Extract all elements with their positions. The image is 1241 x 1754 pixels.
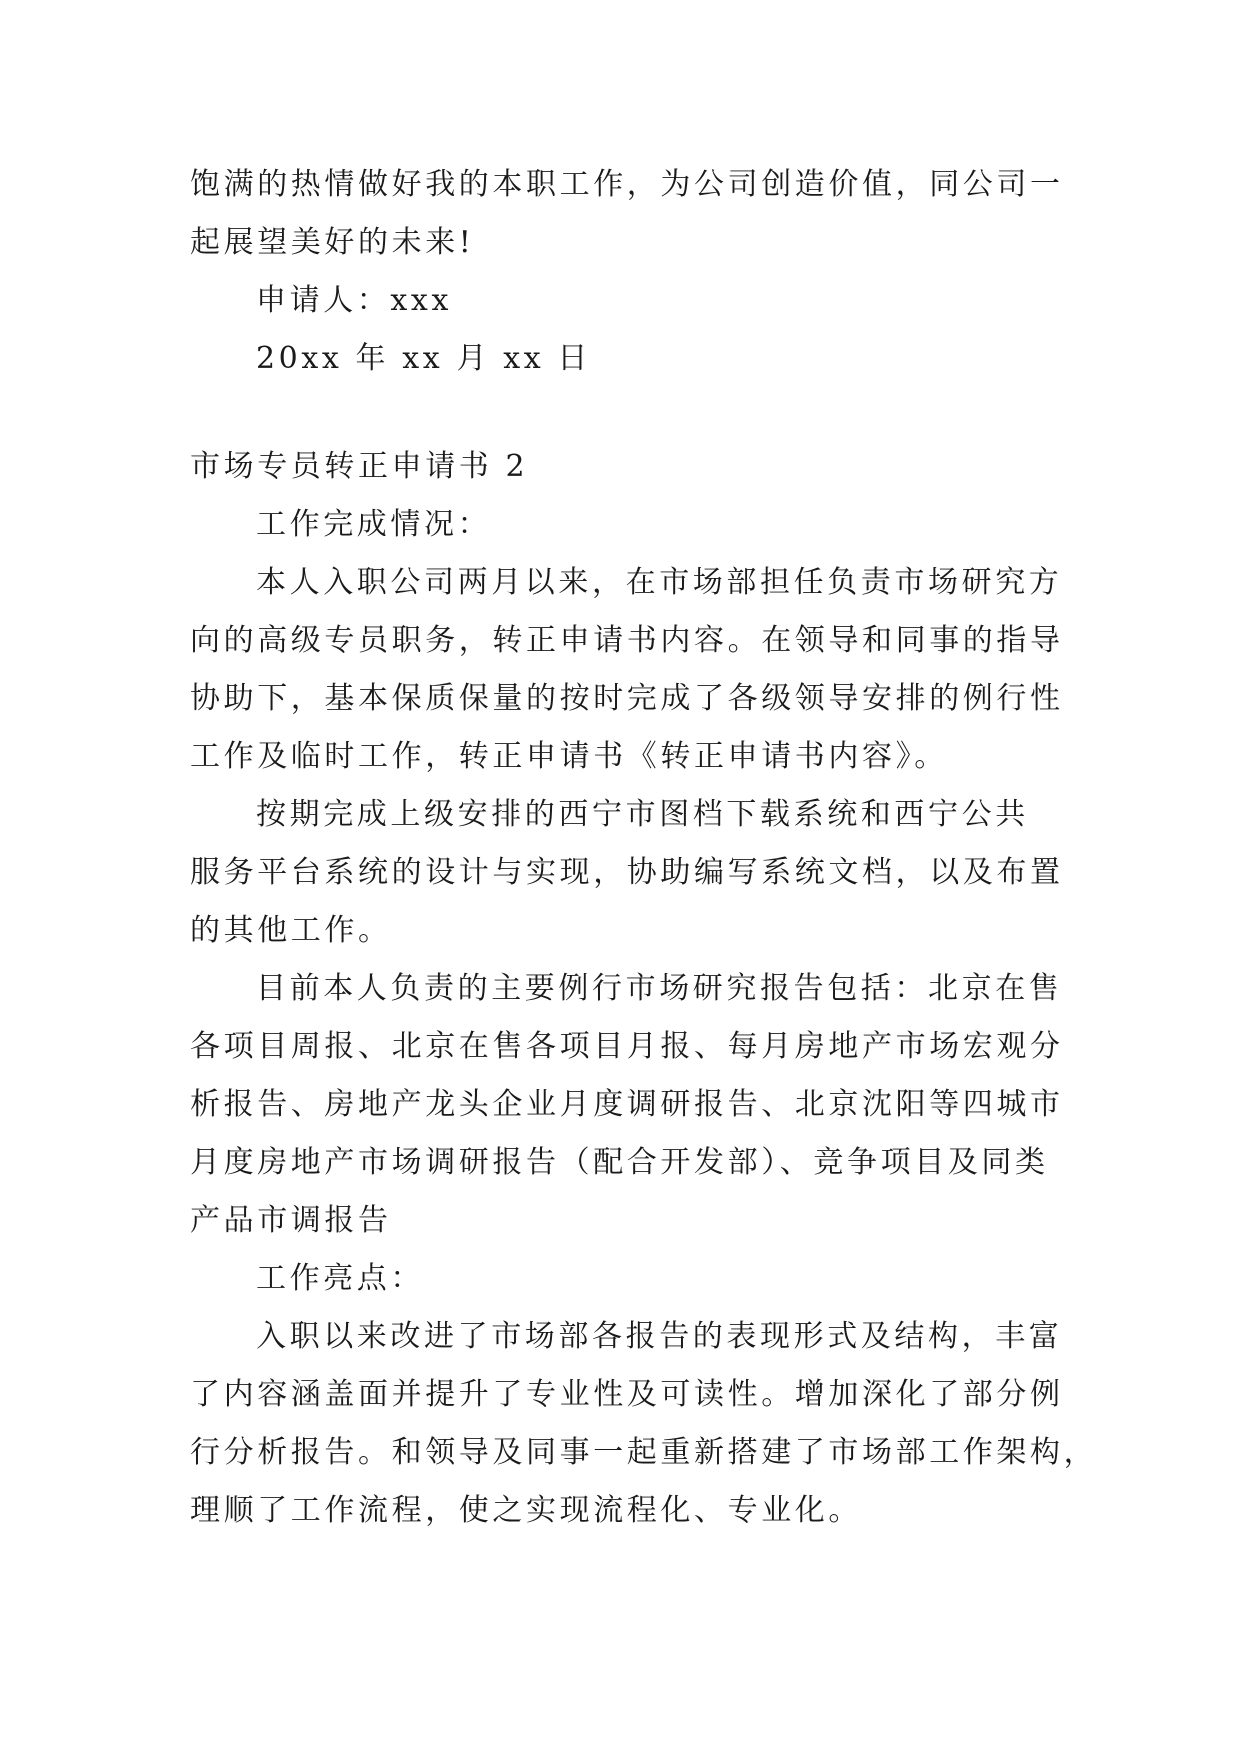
text-line: 了内容涵盖面并提升了专业性及可读性。增加深化了部分例 <box>190 1377 1064 1412</box>
paragraph-intro <box>190 554 1064 786</box>
text-line: 产品市调报告 <box>190 1203 392 1238</box>
applicant-line: 申请人：xxx <box>256 283 452 318</box>
text-line: 的其他工作。 <box>190 913 392 948</box>
paragraph-reports <box>190 960 1064 1250</box>
text-line: 行分析报告。和领导及同事一起重新搭建了市场部工作架构， <box>190 1435 1098 1470</box>
subheading-work-completion: 工作完成情况： <box>256 507 492 542</box>
text-line: 工作及临时工作，转正申请书《转正申请书内容》。 <box>190 739 948 774</box>
text-line: 析报告、房地产龙头企业月度调研报告、北京沈阳等四城市 <box>190 1087 1064 1122</box>
text-line: 月度房地产市场调研报告（配合开发部）、竞争项目及同类 <box>190 1145 1049 1180</box>
text-line: 目前本人负责的主要例行市场研究报告包括：北京在售 <box>256 971 1063 1006</box>
section-title: 市场专员转正申请书 2 <box>190 449 529 484</box>
text-line: 向的高级专员职务，转正申请书内容。在领导和同事的指导 <box>190 623 1064 658</box>
date-line: 20xx 年 xx 月 xx 日 <box>256 341 591 376</box>
subheading-highlights: 工作亮点： <box>256 1261 424 1296</box>
paragraph-highlights <box>190 1308 1098 1540</box>
paragraph-closing <box>190 156 1064 272</box>
document-body <box>190 156 1098 1540</box>
text-line: 协助下，基本保质保量的按时完成了各级领导安排的例行性 <box>190 681 1064 716</box>
text-line: 入职以来改进了市场部各报告的表现形式及结构，丰富 <box>256 1319 1063 1354</box>
text-line: 起展望美好的未来! <box>190 225 475 260</box>
text-line: 理顺了工作流程，使之实现流程化、专业化。 <box>190 1493 862 1528</box>
paragraph-systems <box>190 786 1064 960</box>
text-line: 各项目周报、北京在售各项目月报、每月房地产市场宏观分 <box>190 1029 1064 1064</box>
section-gap <box>190 388 1052 438</box>
text-line: 按期完成上级安排的西宁市图档下载系统和西宁公共 <box>256 797 1029 832</box>
text-line: 本人入职公司两月以来，在市场部担任负责市场研究方 <box>256 565 1063 600</box>
text-line: 服务平台系统的设计与实现，协助编写系统文档，以及布置 <box>190 855 1064 890</box>
text-line: 饱满的热情做好我的本职工作，为公司创造价值，同公司一 <box>190 167 1064 202</box>
